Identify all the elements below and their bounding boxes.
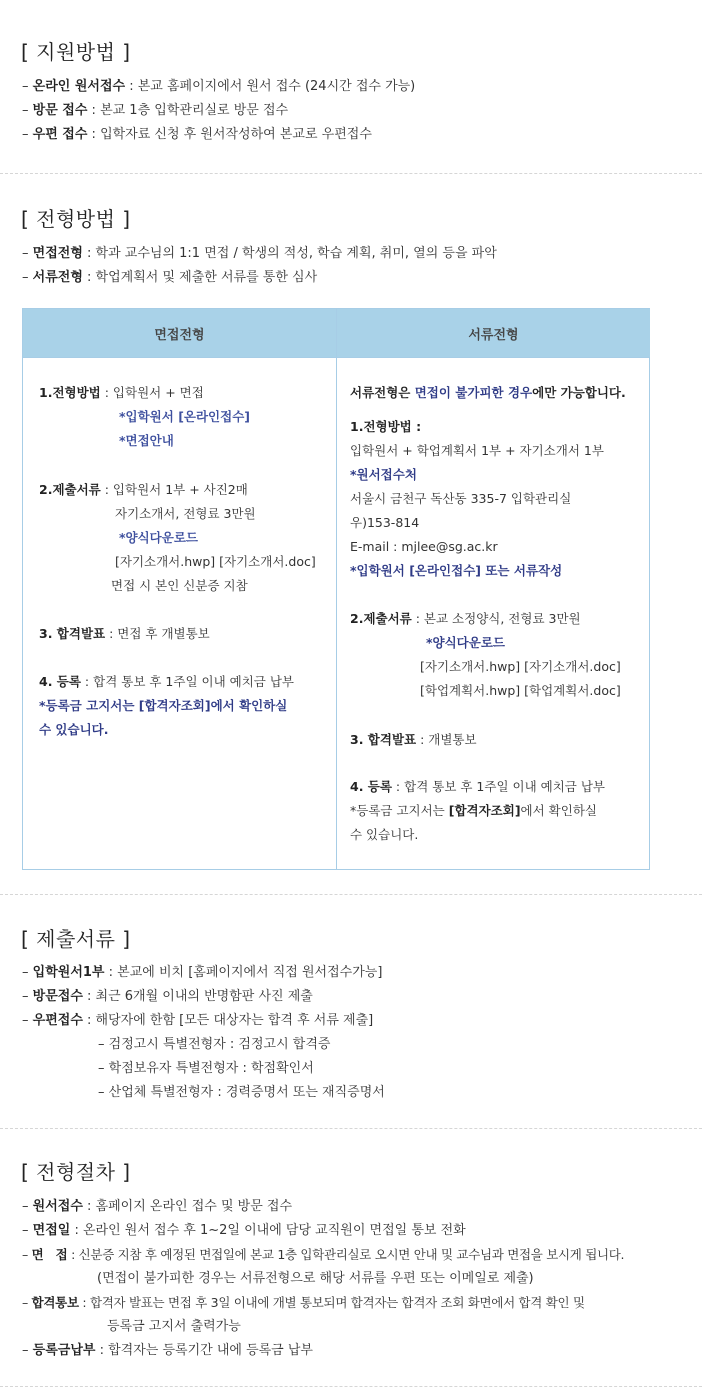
table-column-divider: [336, 309, 337, 869]
proc-item-result: – 합격통보 : 합격자 발표는 면접 후 3일 이내에 개별 통보되며 합격자는 합격자 조회 화면에서 합격 확인 및: [22, 1295, 585, 1310]
table-header-interview: 면접전형: [23, 309, 336, 357]
divider: [0, 173, 702, 174]
proc-item-interview: – 면 접 : 신분증 지참 후 예정된 면접일에 본교 1층 입학관리실로 오시면 안내 및 교수님과 면접을 보시게 됩니다.: [22, 1247, 625, 1262]
docs-item-visit: – 방문접수 : 최근 6개월 이내의 반명함판 사진 제출: [22, 989, 313, 1004]
link-form-download-right[interactable]: *양식다운로드: [426, 635, 505, 650]
apply-item-online: – 온라인 원서접수 : 본교 홈페이지에서 원서 접수 (24시간 접수 가능): [22, 79, 416, 94]
proc-item-tuition: – 등록금납부 : 합격자는 등록기간 내에 등록금 납부: [22, 1343, 313, 1358]
right-step1-label: 1.전형방법 :: [350, 419, 422, 434]
right-intro: 서류전형은 면접이 불가피한 경우에만 가능합니다.: [350, 385, 626, 400]
right-email[interactable]: E-mail : mjlee@sg.ac.kr: [350, 539, 498, 554]
section-title-documents: [ 제출서류 ]: [21, 927, 131, 951]
proc-item-receipt: – 원서접수 : 홈페이지 온라인 접수 및 방문 접수: [22, 1199, 293, 1214]
right-tuition-note: *등록금 고지서는 [합격자조회]에서 확인하실: [350, 803, 597, 818]
table-header-document: 서류전형: [337, 309, 650, 357]
link-interview-guide[interactable]: *면접안내: [119, 433, 174, 448]
right-receipt-office: *원서접수처: [350, 467, 417, 482]
left-step2: 2.제출서류 : 입학원서 1부 + 사진2매: [39, 482, 248, 497]
left-tuition-note-cont: 수 있습니다.: [39, 722, 109, 737]
proc-item-interview-date: – 면접일 : 온라인 원서 접수 후 1~2일 이내에 담당 교직원이 면접일 통보 전화: [22, 1223, 466, 1238]
left-id-note: 면접 시 본인 신분증 지참: [111, 578, 248, 593]
docs-sub-credit: – 학점보유자 특별전형자 : 학점확인서: [98, 1061, 314, 1076]
method-item-interview: – 면접전형 : 학과 교수님의 1:1 면접 / 학생의 적성, 학습 계획, 취미, 열의 등을 파악: [22, 246, 497, 261]
left-step4: 4. 등록 : 합격 통보 후 1주일 이내 예치금 납부: [39, 674, 294, 689]
method-item-document: – 서류전형 : 학업계획서 및 제출한 서류를 통한 심사: [22, 270, 318, 285]
right-step4: 4. 등록 : 합격 통보 후 1주일 이내 예치금 납부: [350, 779, 605, 794]
right-step3: 3. 합격발표 : 개별통보: [350, 732, 477, 747]
docs-sub-industry: – 산업체 특별전형자 : 경력증명서 또는 재직증명서: [98, 1085, 385, 1100]
screening-table: [22, 308, 650, 870]
docs-item-application: – 입학원서1부 : 본교에 비치 [홈페이지에서 직접 원서접수가능]: [22, 965, 383, 980]
proc-interview-cont: (면접이 불가피한 경우는 서류전형으로 해당 서류를 우편 또는 이메일로 제출): [97, 1271, 534, 1286]
link-online-or-paper[interactable]: *입학원서 [온라인접수] 또는 서류작성: [350, 563, 563, 578]
left-step1: 1.전형방법 : 입학원서 + 면접: [39, 385, 204, 400]
right-address: 서울시 금천구 독산동 335-7 입학관리실: [350, 491, 572, 506]
proc-result-cont: 등록금 고지서 출력가능: [107, 1319, 241, 1334]
left-form-files[interactable]: [자기소개서.hwp] [자기소개서.doc]: [115, 554, 316, 569]
right-step1-text: 입학원서 + 학업계획서 1부 + 자기소개서 1부: [350, 443, 604, 458]
divider: [0, 1128, 702, 1129]
right-tuition-note-cont: 수 있습니다.: [350, 827, 419, 842]
link-online-application[interactable]: *입학원서 [온라인접수]: [119, 409, 250, 424]
section-title-apply: [ 지원방법 ]: [21, 40, 131, 64]
right-files-plan[interactable]: [학업계획서.hwp] [학업계획서.doc]: [420, 683, 621, 698]
left-step3: 3. 합격발표 : 면접 후 개별통보: [39, 626, 210, 641]
apply-item-mail: – 우편 접수 : 입학자료 신청 후 원서작성하여 본교로 우편접수: [22, 127, 372, 142]
left-tuition-note[interactable]: *등록금 고지서는 [합격자조회]에서 확인하실: [39, 698, 288, 713]
right-zip: 우)153-814: [350, 515, 420, 530]
divider: [0, 894, 702, 895]
section-title-method: [ 전형방법 ]: [21, 207, 131, 231]
apply-item-visit: – 방문 접수 : 본교 1층 입학관리실로 방문 접수: [22, 103, 289, 118]
right-files-intro[interactable]: [자기소개서.hwp] [자기소개서.doc]: [420, 659, 621, 674]
right-step2: 2.제출서류 : 본교 소정양식, 전형료 3만원: [350, 611, 581, 626]
divider: [0, 1386, 702, 1387]
docs-item-mail: – 우편접수 : 해당자에 한함 [모든 대상자는 합격 후 서류 제출]: [22, 1013, 374, 1028]
link-form-download[interactable]: *양식다운로드: [119, 530, 198, 545]
table-header-divider: [23, 357, 649, 358]
docs-sub-ged: – 검정고시 특별전형자 : 검정고시 합격증: [98, 1037, 331, 1052]
left-step2-docs: 자기소개서, 전형료 3만원: [115, 506, 256, 521]
section-title-procedure: [ 전형절차 ]: [21, 1160, 131, 1184]
